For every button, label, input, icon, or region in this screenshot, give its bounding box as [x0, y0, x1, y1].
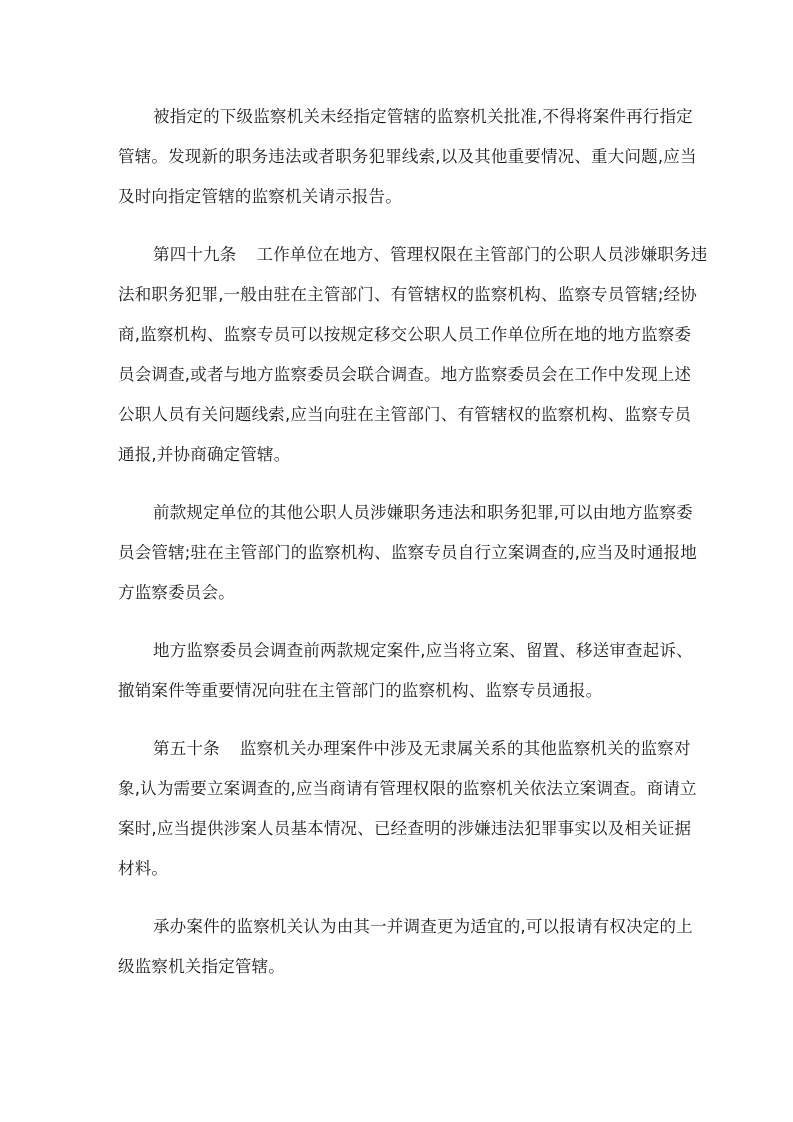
article-paragraph	[118, 729, 697, 889]
article-paragraph	[118, 235, 708, 475]
text-line-content: 监察机关办理案件中涉及无隶属关系的其他监察机关的监察对	[239, 739, 691, 758]
text-line: 案时,应当提供涉案人员基本情况、已经查明的涉嫌违法犯罪事实以及相关证据	[118, 819, 692, 838]
text-line: 象,认为需要立案调查的,应当商请有管理权限的监察机关依法立案调查。商请立	[118, 779, 697, 798]
paragraph	[118, 97, 697, 217]
paragraph	[118, 493, 698, 613]
text-line: 地方监察委员会调查前两款规定案件,应当将立案、留置、移送审查起诉、	[153, 641, 693, 660]
text-line: 级监察机关指定管辖。	[118, 957, 285, 976]
text-line: 撤销案件等重要情况向驻在主管部门的监察机构、监察专员通报。	[118, 681, 603, 700]
text-line	[118, 235, 708, 275]
document-body	[118, 97, 708, 1005]
paragraph	[118, 631, 693, 711]
text-line: 方监察委员会。	[118, 583, 235, 602]
text-line	[118, 729, 691, 769]
text-line: 商,监察机构、监察专员可以按规定移交公职人员工作单位所在地的地方监察委	[118, 325, 692, 344]
article-number: 第四十九条	[153, 245, 237, 264]
paragraph	[118, 907, 693, 987]
text-line: 公职人员有关问题线索,应当向驻在主管部门、有管辖权的监察机构、监察专员	[118, 405, 692, 424]
text-line: 及时向指定管辖的监察机关请示报告。	[118, 187, 402, 206]
text-line: 管辖。发现新的职务违法或者职务犯罪线索,以及其他重要情况、重大问题,应当	[118, 147, 697, 166]
text-line: 通报,并协商确定管辖。	[118, 445, 291, 464]
text-line: 前款规定单位的其他公职人员涉嫌职务违法和职务犯罪,可以由地方监察委	[153, 503, 693, 522]
text-line-content: 工作单位在地方、管理权限在主管部门的公职人员涉嫌职务违	[256, 245, 708, 264]
text-line: 被指定的下级监察机关未经指定管辖的监察机关批准,不得将案件再行指定	[153, 107, 693, 126]
text-line: 法和职务犯罪,一般由驻在主管部门、有管辖权的监察机构、监察专员管辖;经协	[118, 285, 698, 304]
text-line: 承办案件的监察机关认为由其一并调查更为适宜的,可以报请有权决定的上	[153, 917, 693, 936]
article-number: 第五十条	[153, 739, 220, 758]
text-line: 员会管辖;驻在主管部门的监察机构、监察专员自行立案调查的,应当及时通报地	[118, 543, 698, 562]
text-line: 材料。	[118, 859, 169, 878]
text-line: 员会调查,或者与地方监察委员会联合调查。地方监察委员会在工作中发现上述	[118, 365, 692, 384]
